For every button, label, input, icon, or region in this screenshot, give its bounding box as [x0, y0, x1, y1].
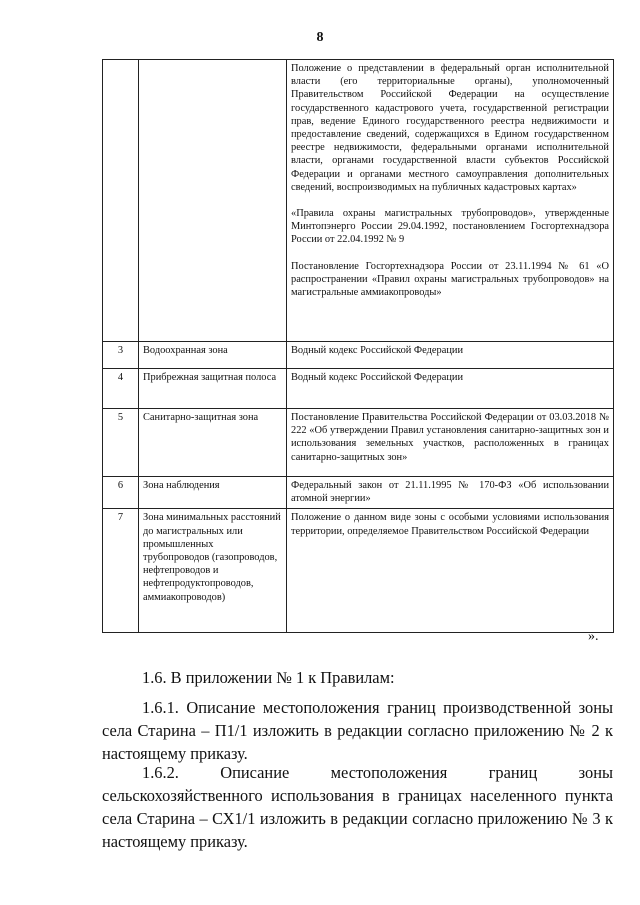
table-row [103, 342, 614, 369]
table-row [103, 409, 614, 477]
row-number [103, 60, 139, 342]
paragraph-1-6: 1.6. В приложении № 1 к Правилам: [142, 668, 395, 688]
table-row [103, 509, 614, 633]
law-text: Водный кодекс Российской Федерации [291, 345, 464, 356]
zones-table [102, 59, 614, 633]
table-row [103, 477, 614, 509]
legal-basis [287, 60, 614, 342]
row-number: 5 [103, 409, 139, 477]
table-row [103, 60, 614, 342]
law-text: Положение о данном виде зоны с особыми условиями использования территории, определяемое Правительством Российской Федерации [291, 512, 609, 537]
zone-name: Санитарно-защитная зона [139, 409, 287, 477]
law-text: Федеральный закон от 21.11.1995 № 170-ФЗ «Об использовании атомной энергии» [291, 480, 609, 505]
page-number: 8 [316, 30, 324, 45]
paragraph-1-6-1: 1.6.1. Описание местоположения границ производственной зоны села Старина – П1/1 изложить в редакции согласно приложению № 2 к настоящему приказу. [102, 698, 613, 764]
paragraph-1-6-2: 1.6.2. Описание местоположения границ зоны сельскохозяйственного использования в границах населенного пункта села Старина – СХ1/1 изложить в редакции согласно приложению № 3 к настоящему приказу. [102, 763, 613, 852]
legal-basis [287, 477, 614, 509]
zone-name [139, 60, 287, 342]
legal-basis [287, 342, 614, 369]
zone-name: Прибрежная защитная полоса [139, 369, 287, 409]
zone-name: Водоохранная зона [139, 342, 287, 369]
closing-quote: ». [588, 629, 599, 644]
table-row [103, 369, 614, 409]
row-number: 7 [103, 509, 139, 633]
legal-basis [287, 409, 614, 477]
row-number: 6 [103, 477, 139, 509]
zone-name: Зона минимальных расстояний до магистральных или промышленных трубопроводов (газопроводов, нефтепроводов и нефтепродуктопроводов, аммиакопроводов) [139, 509, 287, 633]
legal-basis [287, 369, 614, 409]
law-text: Постановление Правительства Российской Федерации от 03.03.2018 № 222 «Об утверждении Правил установления санитарно-защитных зон и использования земельных участков, расположенных в границах санитарно-защитных зон» [291, 412, 609, 463]
legal-basis [287, 509, 614, 633]
law-text: Постановление Госгортехнадзора России от 23.11.1994 № 61 «О распространении «Правил охраны магистральных трубопроводов» на магистральные аммиакопроводы» [291, 260, 609, 299]
zone-name: Зона наблюдения [139, 477, 287, 509]
row-number: 4 [103, 369, 139, 409]
law-text: «Правила охраны магистральных трубопроводов», утвержденные Минтопэнерго России 29.04.1992, постановлением Госгортехнадзора России от 22.04.1992 № 9 [291, 208, 609, 246]
law-text: Положение о представлении в федеральный орган исполнительной власти (его территориальные органы), уполномоченный Правительством Российской Федерации на осуществление государственного кадастрового учета, государственной регистрации прав, ведение Единого государственного реестра недвижимости и предоставление сведений, содержащихся в Едином государственном реестре недвижимости, федеральными органами исполнительной власти, органами государственной власти субъектов Российской Федерации и органами местного самоуправления дополнительных сведений, воспроизводимых на публичных кадастровых картах» [291, 63, 609, 193]
row-number: 3 [103, 342, 139, 369]
law-text: Водный кодекс Российской Федерации [291, 372, 464, 383]
